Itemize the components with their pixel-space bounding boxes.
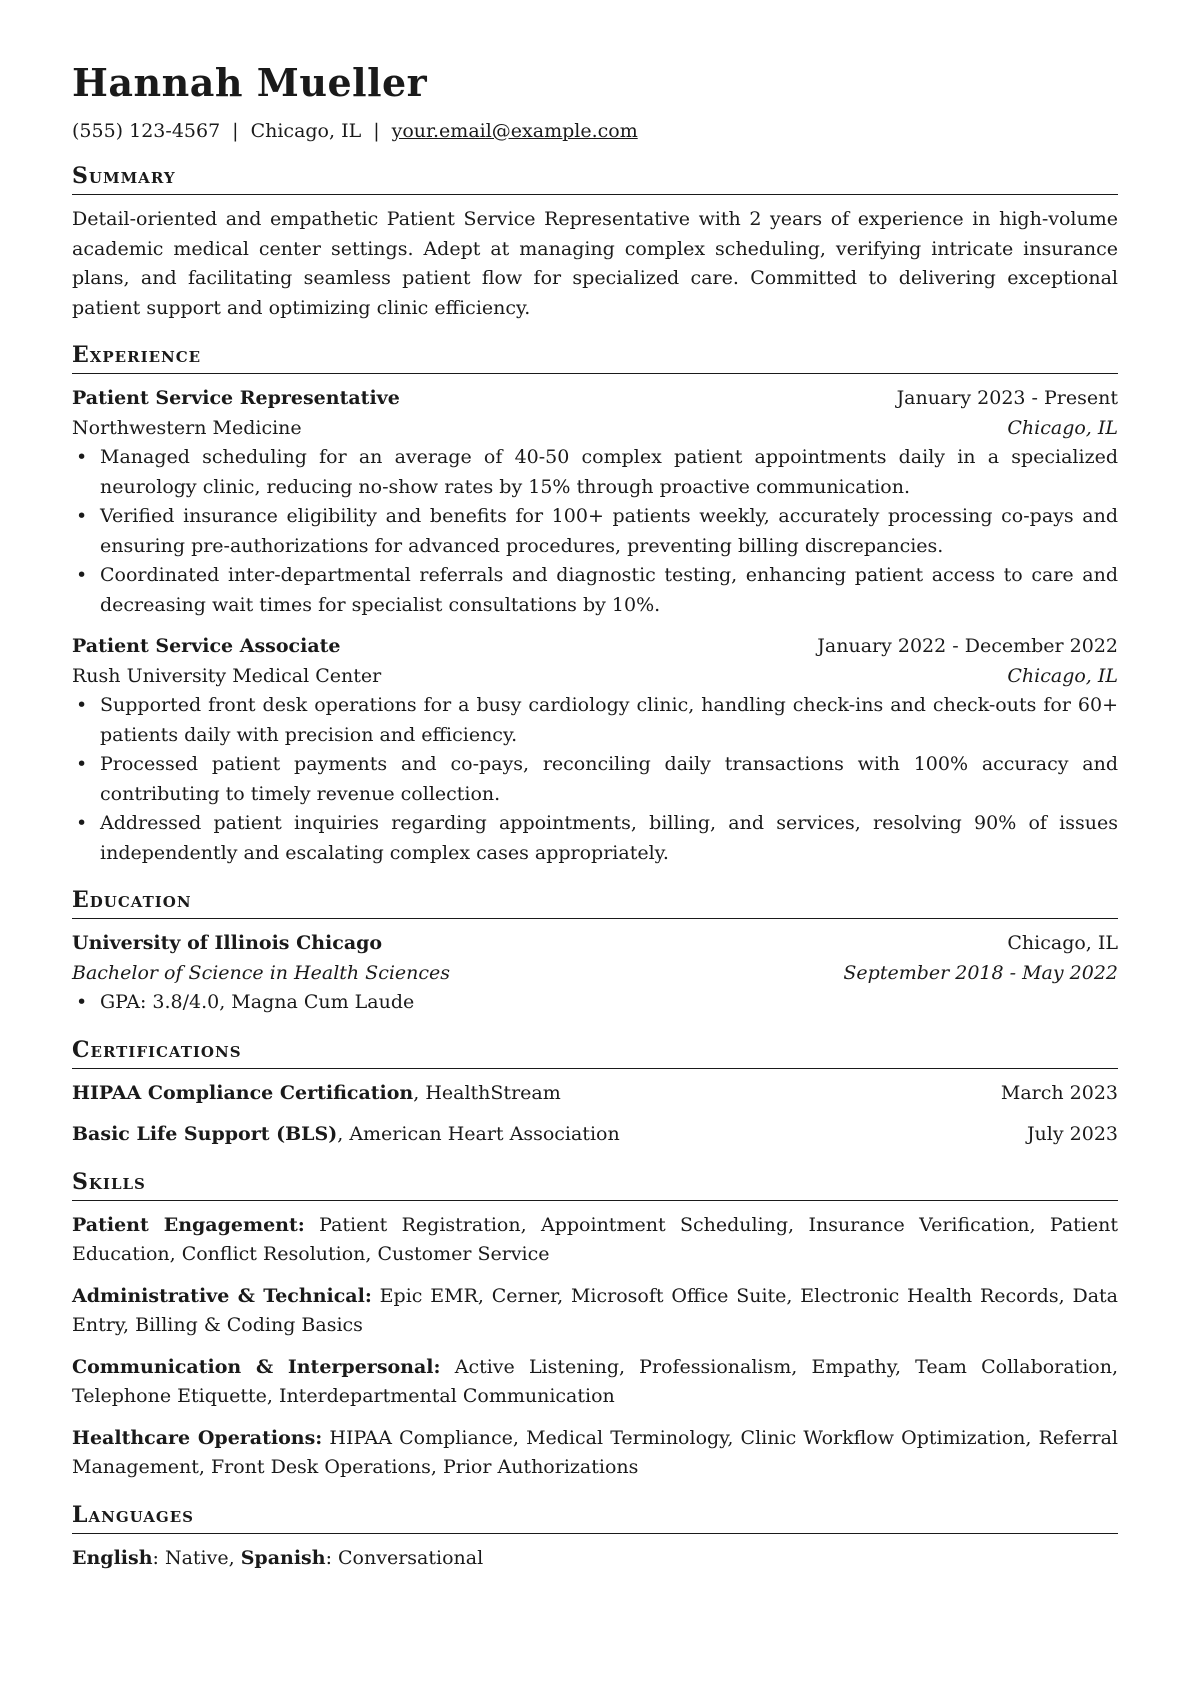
skill-group-label: Healthcare Operations:	[72, 1426, 323, 1449]
skill-group	[72, 1424, 1118, 1483]
section-divider	[72, 194, 1118, 195]
section-title-certifications: Certifications	[72, 1036, 242, 1063]
phone-number: (555) 123-4567	[72, 120, 221, 142]
languages-line	[72, 1544, 1118, 1574]
school-location: Chicago, IL	[1007, 932, 1118, 954]
certifications-section	[72, 1036, 1118, 1150]
skills-section	[72, 1168, 1118, 1483]
language-name: Spanish	[240, 1546, 326, 1569]
job-title: Patient Service Associate	[72, 635, 341, 657]
skill-group	[72, 1353, 1118, 1412]
section-title-languages: Languages	[72, 1501, 194, 1528]
bullet-item: • GPA: 3.8/4.0, Magna Cum Laude	[100, 988, 1118, 1018]
skill-group-text: Epic EMR, Cerner, Microsoft Office Suite, Electronic Health Records, Data Entry, Billing & Coding Basics	[72, 1284, 1118, 1336]
job-location: Chicago, IL	[1007, 664, 1118, 687]
job-title: Patient Service Representative	[72, 387, 400, 409]
experience-section	[72, 341, 1118, 868]
job-location: Chicago, IL	[1007, 416, 1118, 439]
certification-name: Basic Life Support (BLS)	[72, 1123, 338, 1145]
school-name: University of Illinois Chicago	[72, 932, 383, 954]
education-dates: September 2018 - May 2022	[843, 961, 1118, 984]
job-entry	[72, 632, 1118, 868]
certification-date: July 2023	[1026, 1123, 1118, 1145]
section-divider	[72, 1068, 1118, 1069]
contact-separator: |	[373, 120, 380, 142]
summary-text: Detail-oriented and empathetic Patient Service Representative with 2 years of experience in high-volume academic medical center settings. Adept at managing complex scheduling, verifying intricate insurance plans, and facilitating seamless patient flow for specialized care. Committed to delivering exceptional patient support and optimizing clinic efficiency.	[72, 208, 1118, 319]
bullet-item: • Supported front desk operations for a busy cardiology clinic, handling check-ins and check-outs for 60+ patients daily with precision and efficiency.	[100, 691, 1118, 750]
certification-date: March 2023	[1000, 1081, 1118, 1104]
job-bullets	[72, 443, 1118, 620]
skill-group	[72, 1211, 1118, 1270]
job-organization: Rush University Medical Center	[72, 664, 382, 687]
job-dates: January 2022 - December 2022	[817, 635, 1118, 657]
bullet-item: • Managed scheduling for an average of 40-50 complex patient appointments daily in a specialized neurology clinic, reducing no-show rates by 15% through proactive communication.	[100, 443, 1118, 502]
skill-group-text: Patient Registration, Appointment Scheduling, Insurance Verification, Patient Education, Conflict Resolution, Customer Service	[72, 1213, 1119, 1265]
job-bullets	[72, 691, 1118, 868]
certification-issuer: , HealthStream	[413, 1081, 561, 1104]
job-dates: January 2023 - Present	[896, 387, 1118, 409]
section-divider	[72, 918, 1118, 919]
bullet-item: • Addressed patient inquiries regarding appointments, billing, and services, resolving 90% of issues independently and escalating complex cases appropriately.	[100, 809, 1118, 868]
contact-separator: |	[232, 120, 239, 142]
summary-section	[72, 162, 1118, 323]
certification-issuer: , American Heart Association	[337, 1123, 620, 1145]
education-bullets	[72, 988, 1118, 1018]
degree: Bachelor of Science in Health Sciences	[72, 961, 451, 984]
skill-group-text: Active Listening, Professionalism, Empathy, Team Collaboration, Telephone Etiquette, Interdepartmental Communication	[72, 1355, 1119, 1407]
section-divider	[72, 1200, 1118, 1201]
section-title-skills: Skills	[72, 1168, 146, 1195]
location: Chicago, IL	[250, 120, 362, 142]
certification-item	[72, 1120, 1118, 1150]
education-section	[72, 886, 1118, 1018]
skill-group-label: Communication & Interpersonal:	[72, 1355, 441, 1378]
skill-group	[72, 1282, 1118, 1341]
language-level: : Native,	[152, 1546, 241, 1569]
candidate-name: Hannah Mueller	[72, 60, 428, 105]
email-link[interactable]: your.email@example.com	[391, 120, 638, 142]
section-title-education: Education	[72, 887, 192, 913]
section-divider	[72, 1533, 1118, 1534]
section-divider	[72, 373, 1118, 374]
job-entry	[72, 384, 1118, 620]
certification-item	[72, 1079, 1118, 1109]
job-organization: Northwestern Medicine	[72, 416, 302, 439]
languages-section	[72, 1501, 1118, 1574]
language-level: : Conversational	[325, 1546, 484, 1569]
language-name: English	[72, 1546, 153, 1569]
contact-line	[72, 118, 1118, 144]
certification-name: HIPAA Compliance Certification	[72, 1081, 414, 1104]
bullet-item: • Verified insurance eligibility and benefits for 100+ patients weekly, accurately processing co-pays and ensuring pre-authorizations for advanced procedures, preventing billing discrepancies.	[100, 502, 1118, 561]
section-title-experience: Experience	[72, 342, 202, 368]
bullet-item: • Processed patient payments and co-pays, reconciling daily transactions with 100% accuracy and contributing to timely revenue collection.	[100, 750, 1118, 809]
skill-group-text: HIPAA Compliance, Medical Terminology, Clinic Workflow Optimization, Referral Management, Front Desk Operations, Prior Authorizations	[72, 1426, 1118, 1478]
bullet-item: • Coordinated inter-departmental referrals and diagnostic testing, enhancing patient access to care and decreasing wait times for specialist consultations by 10%.	[100, 561, 1118, 620]
section-title-summary: Summary	[72, 163, 176, 189]
skill-group-label: Patient Engagement:	[72, 1213, 305, 1236]
skill-group-label: Administrative & Technical:	[72, 1284, 372, 1307]
